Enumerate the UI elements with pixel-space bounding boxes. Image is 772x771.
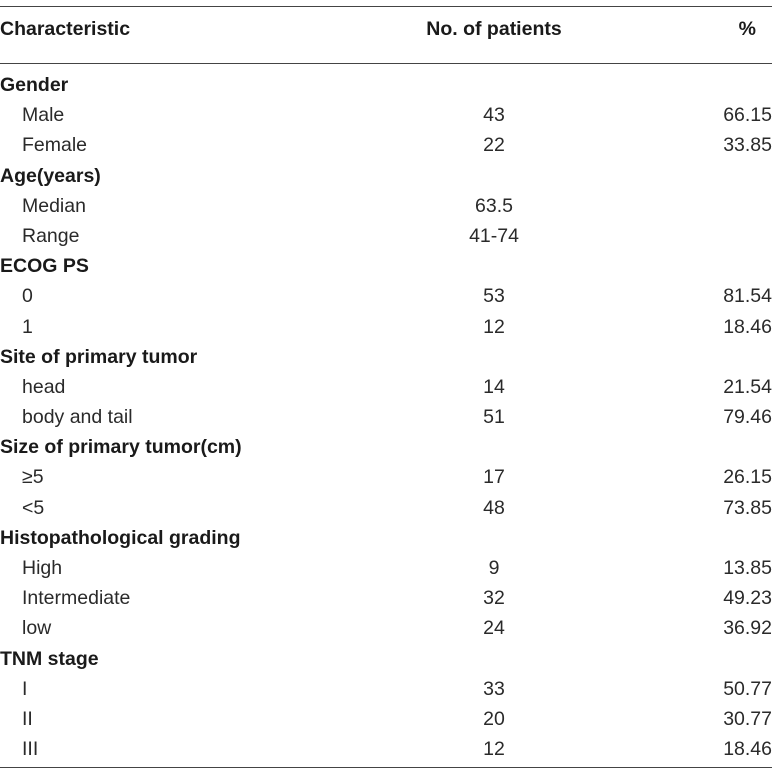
- group-label: Site of primary tumor: [0, 345, 198, 368]
- table-group-row: [0, 432, 772, 462]
- table-group-row: [0, 523, 772, 553]
- table-row: [0, 704, 772, 734]
- percent-cell: 49.23: [723, 587, 772, 610]
- row-label: Female: [22, 134, 88, 157]
- patients-cell: 14: [483, 375, 505, 398]
- group-label: Histopathological grading: [0, 526, 241, 549]
- row-label: low: [22, 617, 52, 640]
- table-row: [0, 553, 772, 583]
- row-label: 0: [22, 285, 33, 308]
- row-label: Male: [22, 104, 65, 127]
- row-label: Intermediate: [22, 587, 131, 610]
- header-patients: No. of patients: [426, 18, 562, 40]
- table-body: [0, 70, 772, 764]
- group-label: Gender: [0, 74, 69, 96]
- row-label: Median: [22, 194, 86, 217]
- patients-cell: 20: [483, 707, 505, 730]
- table-group-row: [0, 251, 772, 281]
- patients-cell: 53: [483, 285, 505, 308]
- percent-cell: 18.46: [723, 315, 772, 338]
- table-row: [0, 312, 772, 342]
- percent-cell: 13.85: [723, 557, 772, 579]
- row-label: I: [22, 677, 28, 700]
- patients-cell: 9: [488, 557, 500, 579]
- percent-cell: 50.77: [723, 677, 772, 700]
- header-characteristic: Characteristic: [0, 18, 131, 40]
- table-group-row: [0, 644, 772, 674]
- row-label: Range: [22, 224, 80, 247]
- table-row: [0, 191, 772, 221]
- table-row: [0, 613, 772, 643]
- patients-cell: 22: [483, 134, 505, 157]
- patients-cell: 51: [483, 406, 505, 429]
- row-label: ≥5: [22, 466, 44, 489]
- patients-cell: 43: [483, 104, 505, 127]
- table-row: [0, 130, 772, 160]
- table-row: [0, 372, 772, 402]
- percent-cell: 79.46: [723, 406, 772, 429]
- patients-cell: 12: [483, 315, 505, 338]
- row-label: III: [22, 738, 39, 761]
- percent-cell: 26.15: [723, 466, 772, 489]
- table-header-row: [0, 14, 772, 48]
- row-label: High: [22, 557, 63, 579]
- percent-cell: 30.77: [723, 707, 772, 730]
- patients-cell: 24: [483, 617, 505, 640]
- table-row: [0, 493, 772, 523]
- row-label: <5: [22, 496, 45, 519]
- percent-cell: 36.92: [723, 617, 772, 640]
- group-label: Age(years): [0, 164, 101, 187]
- percent-cell: 73.85: [723, 496, 772, 519]
- row-label: head: [22, 375, 66, 398]
- table-row: [0, 734, 772, 764]
- patients-cell: 32: [483, 587, 505, 610]
- table-row: [0, 674, 772, 704]
- table-row: [0, 402, 772, 432]
- patients-cell: 33: [483, 677, 505, 700]
- percent-cell: 81.54: [723, 285, 772, 308]
- patients-cell: 12: [483, 738, 505, 761]
- patients-cell: 17: [483, 466, 505, 489]
- percent-cell: 33.85: [723, 134, 772, 157]
- table-row: [0, 100, 772, 130]
- table-header-rule: [0, 63, 772, 64]
- table-top-rule: [0, 6, 772, 7]
- percent-cell: 66.15: [723, 104, 772, 127]
- table-row: [0, 281, 772, 311]
- table-group-row: [0, 161, 772, 191]
- percent-cell: 18.46: [723, 738, 772, 761]
- row-label: 1: [22, 315, 33, 338]
- row-label: II: [22, 707, 33, 730]
- patients-cell: 41-74: [469, 224, 519, 247]
- table-row: [0, 462, 772, 492]
- header-percent: %: [738, 18, 756, 40]
- percent-cell: 21.54: [723, 375, 772, 398]
- table-row: [0, 583, 772, 613]
- patients-cell: 63.5: [475, 194, 513, 217]
- patients-cell: 48: [483, 496, 505, 519]
- table-bottom-rule: [0, 767, 772, 768]
- table-group-row: [0, 342, 772, 372]
- group-label: TNM stage: [0, 647, 99, 670]
- group-label: ECOG PS: [0, 255, 89, 278]
- table-group-row: [0, 70, 772, 100]
- table-row: [0, 221, 772, 251]
- row-label: body and tail: [22, 406, 133, 429]
- group-label: Size of primary tumor(cm): [0, 436, 242, 459]
